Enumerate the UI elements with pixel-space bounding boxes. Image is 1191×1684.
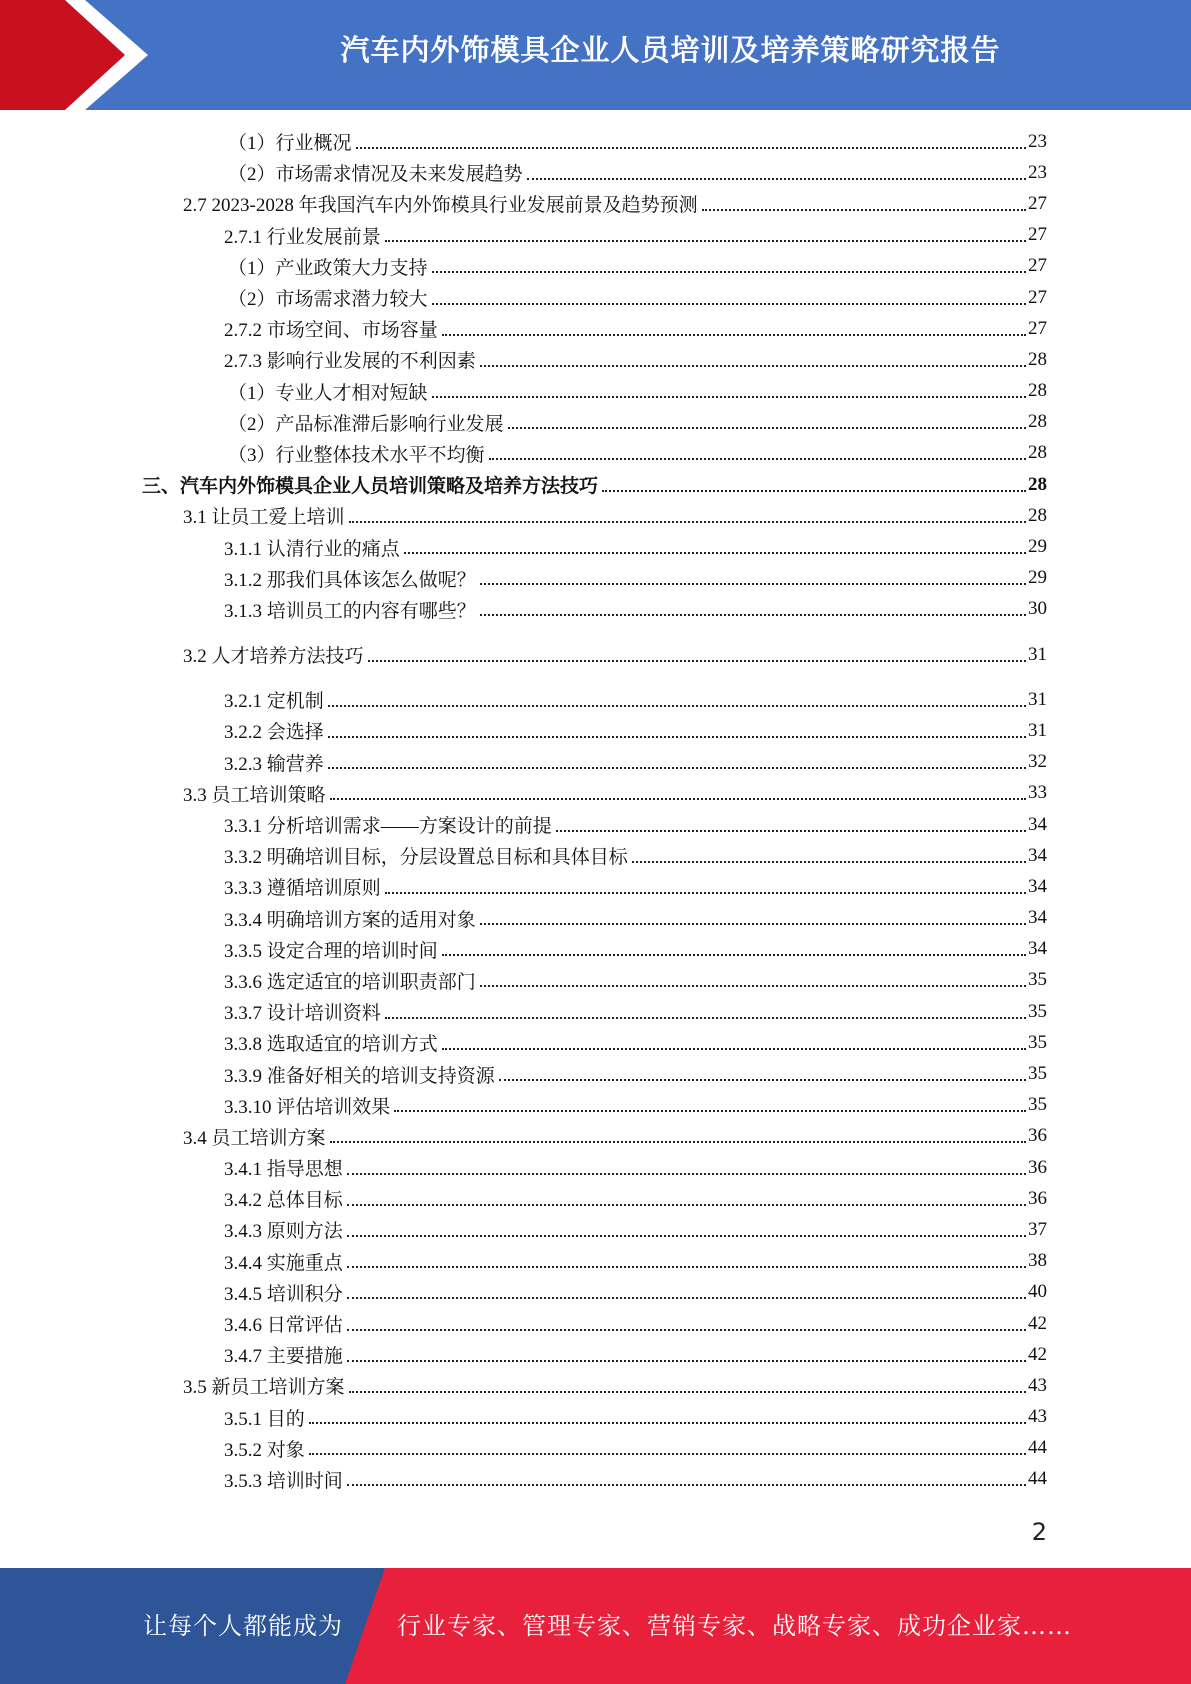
- toc-entry-page: 31: [1028, 719, 1047, 741]
- toc-entry-page: 40: [1028, 1281, 1047, 1303]
- toc-entry-page: 27: [1028, 317, 1047, 339]
- toc-leader-dots: [480, 365, 1026, 367]
- toc-leader-dots: [404, 552, 1026, 554]
- toc-entry-label: 2.7.2 市场空间、市场容量: [224, 320, 438, 342]
- toc-leader-dots: [347, 1204, 1026, 1206]
- toc-leader-dots: [328, 736, 1026, 738]
- page-header: [0, 0, 1191, 110]
- toc-entry-label: 3.1.1 认清行业的痛点: [224, 538, 400, 560]
- toc-leader-dots: [480, 614, 1026, 616]
- toc-entry[interactable]: [0, 251, 1191, 282]
- toc-leader-dots: [394, 1110, 1026, 1112]
- toc-entry-page: 42: [1028, 1343, 1047, 1365]
- toc-entry-page: 44: [1028, 1437, 1047, 1459]
- toc-entry-page: 28: [1028, 348, 1047, 370]
- toc-entry[interactable]: [0, 563, 1191, 594]
- toc-entry-page: 42: [1028, 1312, 1047, 1334]
- toc-entry-page: 34: [1028, 813, 1047, 835]
- toc-entry-label: （2）市场需求情况及未来发展趋势: [228, 164, 523, 186]
- toc-entry[interactable]: [0, 1246, 1191, 1277]
- toc-entry[interactable]: [0, 376, 1191, 407]
- toc-entry-label: （2）市场需求潜力较大: [228, 289, 428, 311]
- toc-entry[interactable]: [0, 1277, 1191, 1308]
- toc-entry[interactable]: [0, 469, 1191, 500]
- toc-entry-label: 3.2.2 会选择: [224, 722, 324, 744]
- toc-entry[interactable]: [0, 126, 1191, 157]
- toc-entry[interactable]: [0, 903, 1191, 934]
- toc-leader-dots: [385, 1017, 1026, 1019]
- toc-entry-label: 3.3 员工培训策略: [183, 784, 326, 806]
- toc-entry-label: 3.4 员工培训方案: [183, 1127, 326, 1149]
- toc-entry-label: （3）行业整体技术水平不均衡: [228, 444, 485, 466]
- toc-entry[interactable]: [0, 500, 1191, 531]
- toc-leader-dots: [632, 861, 1026, 863]
- toc-entry[interactable]: [0, 313, 1191, 344]
- toc-leader-dots: [347, 1173, 1026, 1175]
- toc-entry[interactable]: [0, 1183, 1191, 1214]
- toc-leader-dots: [480, 985, 1026, 987]
- toc-entry[interactable]: [0, 188, 1191, 219]
- toc-entry[interactable]: [0, 282, 1191, 313]
- toc-entry[interactable]: [0, 1027, 1191, 1058]
- toc-entry-page: 34: [1028, 938, 1047, 960]
- header-chevron-icon: [0, 0, 160, 110]
- toc-entry-page: 27: [1028, 255, 1047, 277]
- toc-entry[interactable]: [0, 934, 1191, 965]
- toc-entry[interactable]: [0, 778, 1191, 809]
- toc-entry-page: 27: [1028, 286, 1047, 308]
- toc-leader-dots: [330, 1141, 1026, 1143]
- toc-entry-label: 2.7.3 影响行业发展的不利因素: [224, 351, 476, 373]
- toc-leader-dots: [499, 1079, 1026, 1081]
- toc-entry-label: 3.3.10 评估培训效果: [224, 1096, 391, 1118]
- toc-entry-label: 3.3.6 选定适宜的培训职责部门: [224, 971, 476, 993]
- toc-entry-page: 36: [1028, 1125, 1047, 1147]
- toc-entry-page: 28: [1028, 442, 1047, 464]
- toc-entry[interactable]: [0, 1402, 1191, 1433]
- toc-leader-dots: [368, 660, 1026, 662]
- toc-entry-label: 3.4.4 实施重点: [224, 1252, 343, 1274]
- toc-entry-page: 36: [1028, 1156, 1047, 1178]
- report-title: 汽车内外饰模具企业人员培训及培养策略研究报告: [340, 33, 1001, 67]
- toc-entry[interactable]: [0, 531, 1191, 562]
- toc-leader-dots: [347, 1266, 1026, 1268]
- toc-entry[interactable]: [0, 407, 1191, 438]
- toc-leader-dots: [442, 954, 1026, 956]
- toc-entry-page: 28: [1028, 504, 1047, 526]
- toc-entry-label: 3.1 让员工爱上培训: [183, 507, 345, 529]
- toc-entry-label: 3.2.3 输营养: [224, 753, 324, 775]
- toc-entry-label: （2）产品标准滞后影响行业发展: [228, 413, 504, 435]
- toc-leader-dots: [442, 334, 1026, 336]
- toc-leader-dots: [556, 830, 1026, 832]
- toc-entry[interactable]: [0, 438, 1191, 469]
- toc-entry-label: 3.3.4 明确培训方案的适用对象: [224, 909, 476, 931]
- toc-entry-page: 44: [1028, 1468, 1047, 1490]
- toc-leader-dots: [385, 240, 1026, 242]
- toc-entry-page: 35: [1028, 1063, 1047, 1085]
- toc-leader-dots: [602, 490, 1026, 492]
- toc-entry-label: 3.1.3 培训员工的内容有哪些？: [224, 600, 476, 622]
- toc-entry-page: 36: [1028, 1187, 1047, 1209]
- toc-entry-label: （1）专业人才相对短缺: [228, 382, 428, 404]
- toc-entry-label: 3.4.5 培训积分: [224, 1283, 343, 1305]
- toc-entry[interactable]: [0, 1214, 1191, 1245]
- toc-entry-page: 38: [1028, 1250, 1047, 1272]
- toc-entry-page: 28: [1028, 411, 1047, 433]
- toc-entry-page: 32: [1028, 751, 1047, 773]
- toc-entry[interactable]: [0, 1308, 1191, 1339]
- toc-entry-label: （1）产业政策大力支持: [228, 257, 428, 279]
- toc-entry-label: 3.4.6 日常评估: [224, 1315, 343, 1337]
- table-of-contents: [0, 126, 1191, 1495]
- toc-leader-dots: [356, 147, 1026, 149]
- toc-entry-page: 23: [1028, 161, 1047, 183]
- toc-entry-label: 3.4.7 主要措施: [224, 1346, 343, 1368]
- toc-leader-dots: [309, 1422, 1026, 1424]
- toc-leader-dots: [347, 1329, 1026, 1331]
- toc-entry[interactable]: [0, 1152, 1191, 1183]
- toc-leader-dots: [347, 1484, 1026, 1486]
- toc-leader-dots: [328, 767, 1026, 769]
- toc-entry[interactable]: [0, 1339, 1191, 1370]
- toc-entry-page: 29: [1028, 536, 1047, 558]
- toc-entry[interactable]: [0, 996, 1191, 1027]
- toc-entry-label: 2.7 2023-2028 年我国汽车内外饰模具行业发展前景及趋势预测: [183, 195, 698, 217]
- toc-entry-label: 3.5.3 培训时间: [224, 1470, 343, 1492]
- toc-entry-page: 28: [1028, 473, 1047, 495]
- toc-entry[interactable]: [0, 1370, 1191, 1401]
- toc-entry-label: 3.5 新员工培训方案: [183, 1377, 345, 1399]
- toc-entry-page: 35: [1028, 1000, 1047, 1022]
- toc-entry-page: 27: [1028, 224, 1047, 246]
- toc-entry-label: 2.7.1 行业发展前景: [224, 226, 381, 248]
- toc-entry[interactable]: [0, 1058, 1191, 1089]
- toc-leader-dots: [330, 798, 1026, 800]
- toc-entry-label: （1）行业概况: [228, 133, 352, 155]
- toc-leader-dots: [432, 396, 1026, 398]
- toc-entry[interactable]: [0, 840, 1191, 871]
- toc-entry-label: 3.4.1 指导思想: [224, 1159, 343, 1181]
- toc-entry[interactable]: [0, 747, 1191, 778]
- toc-entry-page: 29: [1028, 567, 1047, 589]
- toc-leader-dots: [442, 1048, 1026, 1050]
- toc-entry-label: 3.4.3 原则方法: [224, 1221, 343, 1243]
- toc-leader-dots: [489, 458, 1026, 460]
- toc-entry-label: 3.3.3 遵循培训原则: [224, 878, 381, 900]
- toc-entry-page: 34: [1028, 875, 1047, 897]
- toc-entry-label: 3.3.9 准备好相关的培训支持资源: [224, 1065, 495, 1087]
- toc-entry[interactable]: [0, 220, 1191, 251]
- toc-entry-page: 33: [1028, 782, 1047, 804]
- toc-leader-dots: [349, 521, 1026, 523]
- toc-entry-label: 3.3.2 明确培训目标，分层设置总目标和具体目标: [224, 847, 628, 869]
- toc-entry-label: 3.1.2 那我们具体该怎么做呢？: [224, 569, 476, 591]
- toc-leader-dots: [328, 705, 1026, 707]
- toc-leader-dots: [432, 271, 1026, 273]
- toc-entry-label: 3.4.2 总体目标: [224, 1190, 343, 1212]
- toc-entry[interactable]: [0, 594, 1191, 625]
- toc-entry-label: 3.3.1 分析培训需求——方案设计的前提: [224, 816, 552, 838]
- toc-entry-label: 3.5.1 目的: [224, 1408, 305, 1430]
- page-number: 2: [1031, 1518, 1047, 1546]
- toc-entry-label: 3.3.7 设计培训资料: [224, 1003, 381, 1025]
- toc-entry[interactable]: [0, 639, 1191, 670]
- toc-leader-dots: [702, 209, 1026, 211]
- toc-entry[interactable]: [0, 1433, 1191, 1464]
- toc-entry-page: 37: [1028, 1218, 1047, 1240]
- toc-leader-dots: [385, 892, 1026, 894]
- toc-entry[interactable]: [0, 684, 1191, 715]
- toc-entry-label: 3.5.2 对象: [224, 1439, 305, 1461]
- toc-leader-dots: [349, 1391, 1026, 1393]
- toc-leader-dots: [480, 583, 1026, 585]
- toc-entry-page: 34: [1028, 844, 1047, 866]
- toc-entry-page: 23: [1028, 130, 1047, 152]
- toc-entry[interactable]: [0, 715, 1191, 746]
- toc-entry[interactable]: [0, 1090, 1191, 1121]
- toc-entry[interactable]: [0, 157, 1191, 188]
- toc-entry-label: 3.2.1 定机制: [224, 691, 324, 713]
- toc-leader-dots: [480, 923, 1026, 925]
- toc-entry-page: 35: [1028, 1094, 1047, 1116]
- toc-entry-page: 31: [1028, 688, 1047, 710]
- toc-entry-label: 3.2 人才培养方法技巧: [183, 646, 364, 668]
- toc-entry-label: 三、汽车内外饰模具企业人员培训策略及培养方法技巧: [142, 476, 599, 498]
- toc-leader-dots: [432, 303, 1026, 305]
- toc-entry[interactable]: [0, 871, 1191, 902]
- toc-entry[interactable]: [0, 809, 1191, 840]
- toc-entry-page: 43: [1028, 1406, 1047, 1428]
- toc-entry-label: 3.3.5 设定合理的培训时间: [224, 940, 438, 962]
- toc-leader-dots: [309, 1453, 1026, 1455]
- toc-entry[interactable]: [0, 344, 1191, 375]
- toc-leader-dots: [347, 1235, 1026, 1237]
- toc-entry[interactable]: [0, 965, 1191, 996]
- toc-entry-page: 43: [1028, 1374, 1047, 1396]
- toc-entry-page: 35: [1028, 969, 1047, 991]
- toc-leader-dots: [347, 1297, 1026, 1299]
- toc-entry[interactable]: [0, 1464, 1191, 1495]
- toc-entry[interactable]: [0, 1121, 1191, 1152]
- toc-entry-page: 31: [1028, 643, 1047, 665]
- footer-slogan-lead: 让每个人都能成为: [143, 1612, 343, 1640]
- toc-entry-page: 34: [1028, 907, 1047, 929]
- toc-entry-label: 3.3.8 选取适宜的培训方式: [224, 1034, 438, 1056]
- toc-leader-dots: [527, 178, 1026, 180]
- page-footer: [0, 1568, 1191, 1684]
- toc-leader-dots: [508, 427, 1026, 429]
- toc-entry-page: 27: [1028, 192, 1047, 214]
- toc-entry-page: 28: [1028, 380, 1047, 402]
- toc-entry-page: 35: [1028, 1031, 1047, 1053]
- toc-entry-page: 30: [1028, 598, 1047, 620]
- footer-slogan-roles: 行业专家、管理专家、营销专家、战略专家、成功企业家……: [397, 1612, 1072, 1640]
- toc-leader-dots: [347, 1360, 1026, 1362]
